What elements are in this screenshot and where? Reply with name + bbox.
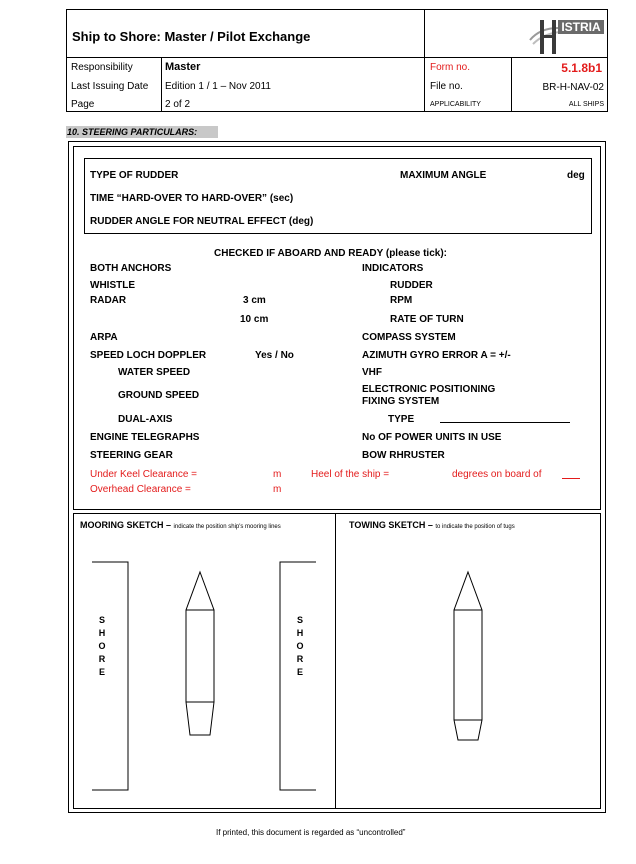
radar-10cm-label: 10 cm bbox=[240, 314, 269, 325]
shore-letter: SHORE bbox=[295, 615, 305, 680]
ground-speed-label: GROUND SPEED bbox=[118, 390, 200, 401]
rpm-label: RPM bbox=[390, 295, 413, 306]
file-no-label: File no. bbox=[430, 81, 463, 92]
electronic-positioning-label: ELECTRONIC POSITIONING bbox=[362, 384, 496, 395]
radar-label: RADAR bbox=[90, 295, 127, 306]
mooring-title-text: MOORING SKETCH – bbox=[80, 520, 172, 530]
fixing-system-label: FIXING SYSTEM bbox=[362, 396, 440, 407]
neutral-angle-label: RUDDER ANGLE FOR NEUTRAL EFFECT (deg) bbox=[90, 216, 314, 227]
speed-log-label: SPEED LOCH DOPPLER bbox=[90, 350, 207, 361]
mooring-ship-outline bbox=[180, 570, 220, 740]
whistle-label: WHISTLE bbox=[90, 280, 135, 291]
rudder-indicator-label: RUDDER bbox=[390, 280, 433, 291]
responsibility-label: Responsibility bbox=[71, 62, 133, 73]
checked-heading: CHECKED IF ABOARD AND READY (please tick): bbox=[214, 248, 447, 259]
bow-thruster-label: BOW RHRUSTER bbox=[362, 450, 445, 461]
max-angle-unit: deg bbox=[567, 170, 585, 181]
section-title: 10. STEERING PARTICULARS: bbox=[67, 127, 198, 137]
yes-no-options: Yes / No bbox=[255, 350, 294, 361]
steering-gear-label: STEERING GEAR bbox=[90, 450, 173, 461]
form-no-value: 5.1.8b1 bbox=[561, 61, 602, 75]
last-issuing-value: Edition 1 / 1 – Nov 2011 bbox=[165, 81, 271, 92]
towing-title-text: TOWING SKETCH – bbox=[349, 520, 433, 530]
type-label: TYPE bbox=[388, 414, 415, 425]
overhead-unit: m bbox=[273, 484, 282, 495]
responsibility-value: Master bbox=[165, 61, 201, 73]
heel-side-line[interactable] bbox=[562, 478, 580, 479]
shore-label-left bbox=[95, 615, 105, 684]
arpa-label: ARPA bbox=[90, 332, 118, 343]
towing-sketch-title bbox=[349, 521, 599, 532]
rate-of-turn-label: RATE OF TURN bbox=[390, 314, 464, 325]
header-table bbox=[66, 9, 608, 112]
water-speed-label: WATER SPEED bbox=[118, 367, 191, 378]
power-units-label: No OF POWER UNITS IN USE bbox=[362, 432, 502, 443]
mooring-note-text: indicate the position ship's mooring lines bbox=[173, 524, 281, 530]
company-logo bbox=[528, 14, 606, 56]
both-anchors-label: BOTH ANCHORS bbox=[90, 263, 172, 274]
under-keel-unit: m bbox=[273, 469, 282, 480]
vhf-label: VHF bbox=[362, 367, 382, 378]
degrees-on-board-label: degrees on board of bbox=[452, 469, 542, 480]
hard-over-time-label: TIME “HARD-OVER TO HARD-OVER” (sec) bbox=[90, 193, 294, 204]
type-field-line[interactable] bbox=[440, 422, 570, 423]
towing-note-text: to indicate the position of tugs bbox=[435, 524, 515, 530]
header-divider bbox=[511, 57, 512, 112]
shore-letter: SHORE bbox=[97, 615, 107, 680]
under-keel-clearance-label: Under Keel Clearance = bbox=[90, 469, 198, 480]
header-divider bbox=[161, 57, 162, 112]
max-angle-label: MAXIMUM ANGLE bbox=[400, 170, 487, 181]
header-divider bbox=[424, 9, 425, 112]
compass-system-label: COMPASS SYSTEM bbox=[362, 332, 456, 343]
file-no-value: BR-H-NAV-02 bbox=[542, 82, 604, 93]
last-issuing-label: Last Issuing Date bbox=[71, 81, 149, 92]
radar-3cm-label: 3 cm bbox=[243, 295, 266, 306]
page-value: 2 of 2 bbox=[165, 99, 191, 110]
mooring-sketch-title bbox=[80, 521, 332, 532]
applicability-label: APPLICABILITY bbox=[430, 101, 481, 108]
dual-axis-label: DUAL-AXIS bbox=[118, 414, 173, 425]
shore-label-right bbox=[293, 615, 303, 684]
overhead-clearance-label: Overhead Clearance = bbox=[90, 484, 191, 495]
footer-note: If printed, this document is regarded as “uncontrolled” bbox=[216, 828, 406, 837]
heel-label: Heel of the ship = bbox=[311, 469, 390, 480]
azimuth-error-label: AZIMUTH GYRO ERROR A = +/- bbox=[362, 350, 511, 361]
document-title: Ship to Shore: Master / Pilot Exchange bbox=[72, 29, 311, 44]
towing-ship-outline bbox=[448, 570, 488, 742]
engine-telegraphs-label: ENGINE TELEGRAPHS bbox=[90, 432, 200, 443]
svg-text:ISTRIA: ISTRIA bbox=[561, 20, 601, 34]
header-divider bbox=[66, 57, 608, 58]
applicability-value: ALL SHIPS bbox=[568, 101, 604, 108]
indicators-label: INDICATORS bbox=[362, 263, 424, 274]
type-of-rudder-label: TYPE OF RUDDER bbox=[90, 170, 179, 181]
form-no-label: Form no. bbox=[430, 62, 471, 73]
page-label: Page bbox=[71, 99, 95, 110]
